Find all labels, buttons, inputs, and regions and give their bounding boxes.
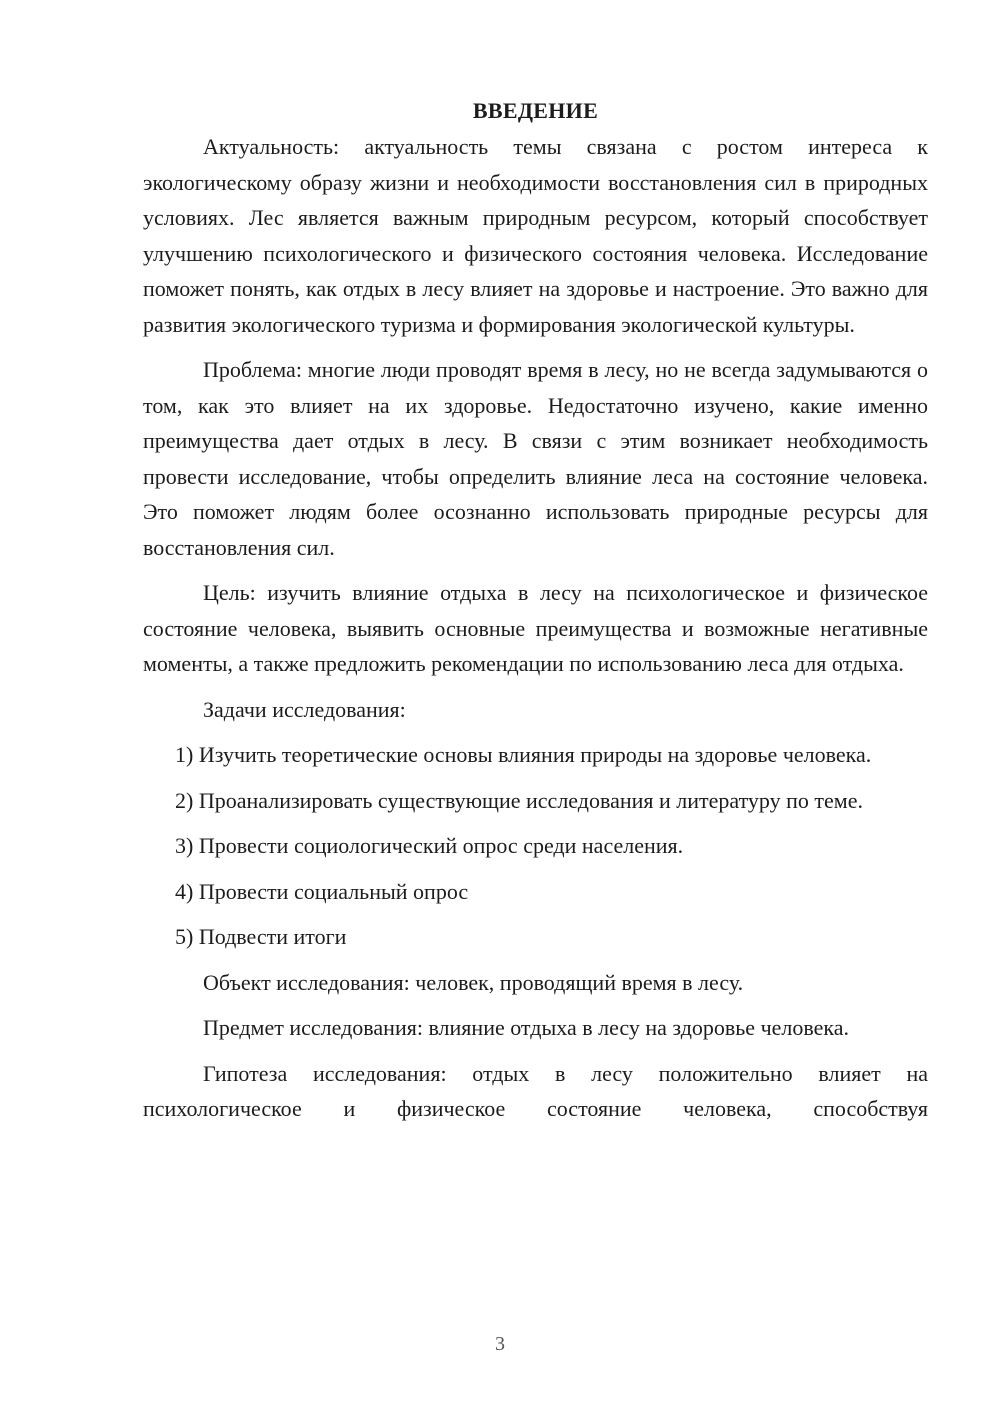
task-item: 5) Подвести итоги — [175, 924, 347, 949]
paragraph-goal: Цель: изучить влияние отдыха в лесу на психологическое и физическое состояние человека, выявить основные преимущества и возможные негативные моменты, а также предложить рекомендации по использованию леса для отдыха. — [143, 580, 928, 676]
paragraph-relevance: Актуальность: актуальность темы связана с ростом интереса к экологическому образу жизни и необходимости восстановления сил в природных условиях. Лес является важным природным ресурсом, который способствует улучшению психологического и физического состояния человека. Исследование поможет понять, как отдых в лесу влияет на здоровье и настроение. Это важно для развития экологического туризма и формирования экологической культуры. — [143, 134, 928, 337]
task-item: 3) Провести социологический опрос среди населения. — [175, 833, 684, 858]
tasks-heading: Задачи исследования: — [203, 696, 406, 722]
task-item: 2) Проанализировать существующие исследования и литературу по теме. — [175, 787, 863, 813]
section-title: ВВЕДЕНИЕ — [472, 98, 599, 123]
task-item: 4) Провести социальный опрос — [175, 878, 469, 904]
paragraph-problem: Проблема: многие люди проводят время в лесу, но не всегда задумываются о том, как это влияет на их здоровье. Недостаточно изучено, какие именно преимущества дает отдых в лесу. В связи с этим возникает необходимость провести исследование, чтобы определить влияние леса на состояние человека. Это поможет людям более осознанно использовать природные ресурсы для восстановления сил. — [143, 357, 928, 560]
document-page — [143, 95, 928, 1127]
paragraph-subject: Предмет исследования: влияние отдыха в лесу на здоровье человека. — [203, 1015, 850, 1040]
paragraph-hypothesis: Гипотеза исследования: отдых в лесу положительно влияет на психологическое и физическое состояние человека, способствуя — [143, 1060, 928, 1121]
page-number: 3 — [495, 1333, 505, 1355]
paragraph-object: Объект исследования: человек, проводящий время в лесу. — [203, 969, 744, 995]
task-item: 1) Изучить теоретические основы влияния природы на здоровье человека. — [175, 742, 872, 767]
